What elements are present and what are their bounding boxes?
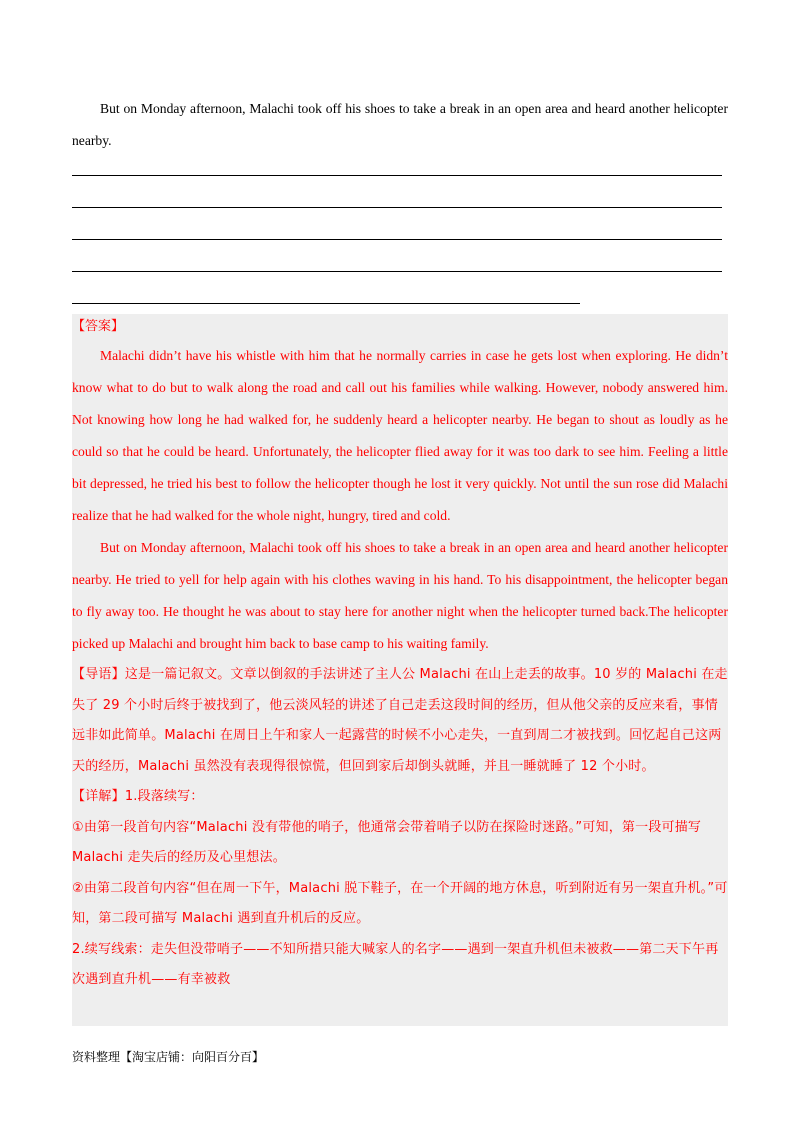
writing-line: [72, 303, 580, 304]
guide-heading: 【导语】: [72, 667, 125, 682]
detail-heading-line: [72, 782, 728, 813]
continuation-prompt: [72, 93, 728, 157]
prompt-text: But on Monday afternoon, Malachi took off his shoes to take a break in an open area and heard another helicopter nearby.: [72, 101, 728, 148]
writing-line: [72, 239, 722, 240]
writing-line: [72, 175, 722, 176]
detail-section1-title: 1.段落续写：: [124, 789, 204, 804]
answer-paragraph-1: Malachi didn’t have his whistle with him that he normally carries in case he gets lost when exploring. He didn’t know what to do but to walk along the road and call out his families while walking. However, nobody answered him. Not knowing how long he had walked for, he suddenly heard a helicopter nearby. He began to shout as loudly as he could so that he could be heard. Unfortunately, the helicopter flied away for it was too dark to see him. Feeling a little bit depressed, he tried his best to follow the helicopter though he lost it very quickly. Not until the sun rose did Malachi realize that he had walked for the whole night, hungry, tired and cold.: [72, 348, 728, 523]
detail-point-2: ②由第二段首句内容“但在周一下午，Malachi 脱下鞋子，在一个开阔的地方休息，听到附近有另一架直升机。”可知，第二段可描写 Malachi 遇到直升机后的反应。: [72, 880, 728, 926]
detail-section-2: 2.续写线索：走失但没带哨子——不知所措只能大喊家人的名字——遇到一架直升机但未被救——第二天下午再次遇到直升机——有幸被救: [72, 941, 719, 987]
page-footer: 资料整理【淘宝店铺：向阳百分百】: [72, 1050, 265, 1064]
writing-line: [72, 207, 722, 208]
answer-heading: 【答案】: [72, 319, 125, 334]
guide-text: 这是一篇记叙文。文章以倒叙的手法讲述了主人公 Malachi 在山上走丢的故事。10 岁的 Malachi 在走失了 29 个小时后终于被找到了，他云淡风轻的讲述了自己走丢这段时间的经历，但从他父亲的反应来看，事情远非如此简单。Malachi 在周日上午和家人一起露营的时候不小心走失，一直到周二才被找到。回忆起自己这两天的经历，Malachi 虽然没有表现得很惊慌，但回到家后却倒头就睡，并且一睡就睡了 12 个小时。: [72, 667, 728, 774]
writing-line: [72, 271, 722, 272]
detail-heading: 【详解】: [72, 789, 125, 804]
guide-block: [72, 660, 728, 782]
answer-section: [72, 314, 728, 996]
answer-paragraph-2: But on Monday afternoon, Malachi took off his shoes to take a break in an open area and heard another helicopter nearby. He tried to yell for help again with his clothes waving in his hand. To his disappointment, the helicopter began to fly away too. He thought he was about to stay here for another night when the helicopter turned back.The helicopter picked up Malachi and brought him back to base camp to his waiting family.: [72, 540, 728, 651]
detail-point-1: ①由第一段首句内容“Malachi 没有带他的哨子，他通常会带着哨子以防在探险时迷路。”可知，第一段可描写 Malachi 走失后的经历及心里想法。: [72, 819, 702, 865]
